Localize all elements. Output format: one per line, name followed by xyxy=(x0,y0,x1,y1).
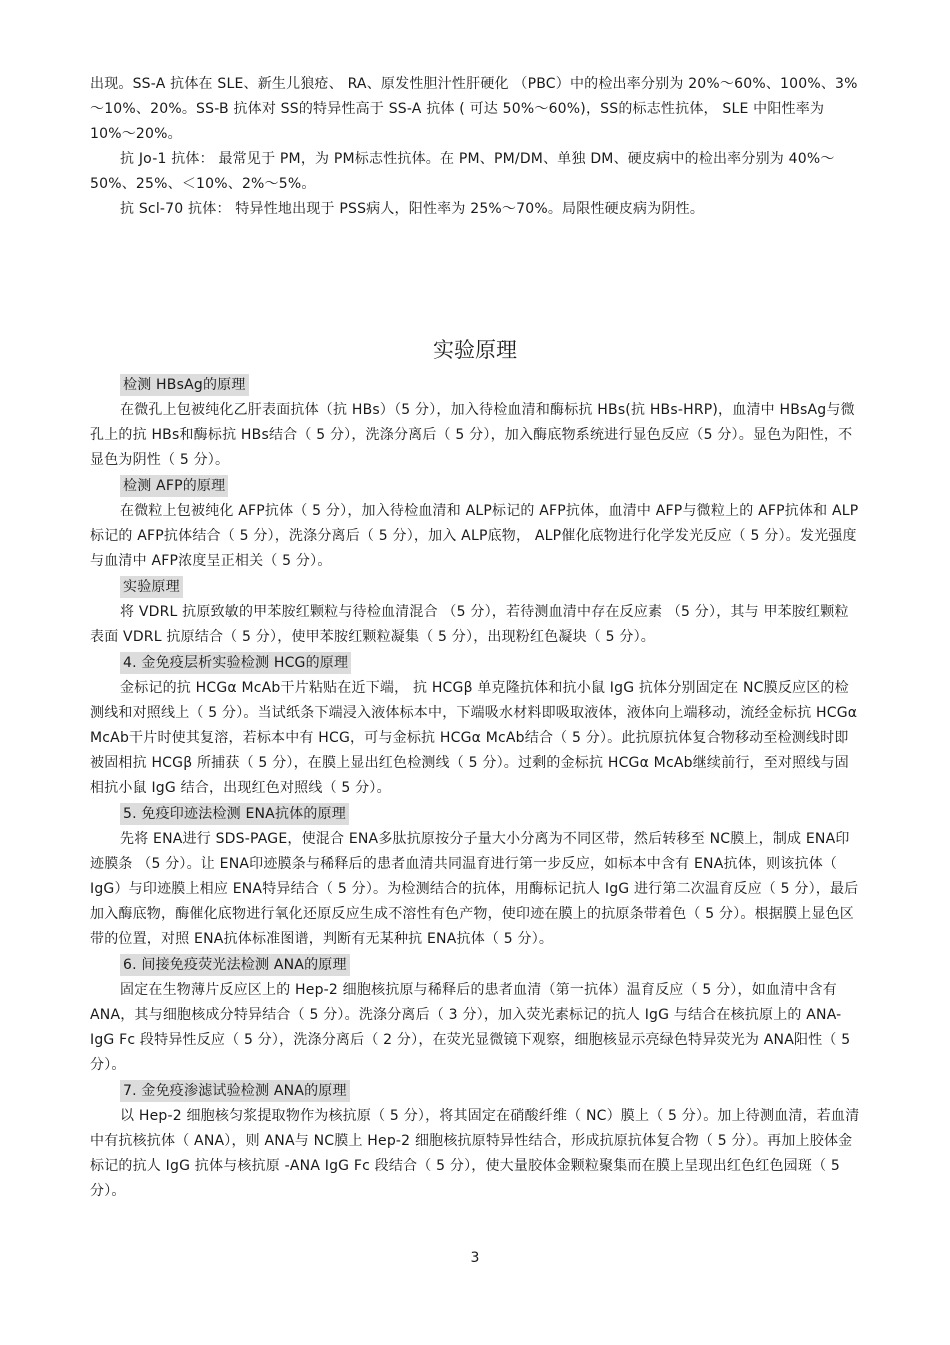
section-body: 固定在生物薄片反应区上的 Hep-2 细胞核抗原与稀释后的患者血清（第一抗体）温育反应（ 5 分），如血清中含有 ANA，其与细胞核成分特异结合（ 5 分）。洗涤分离后（ 3 分），加入荧光素标记的抗人 IgG 与结合在核抗原上的 ANA-IgG Fc 段特异性反应（ 5 分），洗涤分离后（ 2 分），在荧光显微镜下观察，细胞核显示亮绿色特异荧光为 ANA阳性（ 5 分）。 xyxy=(90,982,851,1073)
section-body: 在微孔上包被纯化乙肝表面抗体（抗 HBs）（5 分），加入待检血清和酶标抗 HBs(抗 HBs-HRP)，血清中 HBsAg与微孔上的抗 HBs和酶标抗 HBs结合（ 5 分），洗涤分离后（ 5 分），加入酶底物系统进行显色反应（5 分）。显色为阳性，不显色为阴性（ 5 分）。 xyxy=(90,402,855,468)
section-vdrl xyxy=(90,574,860,650)
section-title: 实验原理 xyxy=(433,338,517,362)
section-ana-iif xyxy=(90,952,860,1078)
section-ana-gold xyxy=(90,1078,860,1204)
principles-block xyxy=(90,372,860,1204)
section-heading: 实验原理 xyxy=(120,576,183,598)
section-heading: 检测 AFP的原理 xyxy=(120,475,228,497)
section-hcg xyxy=(90,650,860,801)
section-body: 将 VDRL 抗原致敏的甲苯胺红颗粒与待检血清混合 （5 分），若待测血清中存在反应素 （5 分），其与 甲苯胺红颗粒表面 VDRL 抗原结合（ 5 分），使甲苯胺红颗粒凝集（ 5 分），出现粉红色凝块（ 5 分）。 xyxy=(90,604,849,645)
section-hbsag xyxy=(90,372,860,473)
section-heading: 4. 金免疫层析实验检测 HCG的原理 xyxy=(120,652,351,674)
top-text-block xyxy=(90,72,860,222)
section-heading: 7. 金免疫渗滤试验检测 ANA的原理 xyxy=(120,1080,350,1102)
section-heading: 检测 HBsAg的原理 xyxy=(120,374,249,396)
section-heading: 6. 间接免疫荧光法检测 ANA的原理 xyxy=(120,954,350,976)
paragraph-scl70-antibody: 抗 Scl-70 抗体： 特异性地出现于 PSS病人，阳性率为 25%～70%。局限性硬皮病为阴性。 xyxy=(120,201,705,217)
section-body: 先将 ENA进行 SDS-PAGE，使混合 ENA多肽抗原按分子量大小分离为不同区带，然后转移至 NC膜上，制成 ENA印迹膜条 （5 分）。让 ENA印迹膜条与稀释后的患者血清共同温育进行第一步反应，如标本中含有 ENA抗体，则该抗体（ IgG）与印迹膜上相应 ENA特异结合（ 5 分）。为检测结合的抗体，用酶标记抗人 IgG 进行第二次温育反应（ 5 分），最后加入酶底物，酶催化底物进行氧化还原反应生成不溶性有色产物，使印迹在膜上的抗原条带着色（ 5 分）。根据膜上显色区带的位置，对照 ENA抗体标准图谱，判断有无某种抗 ENA抗体（ 5 分）。 xyxy=(90,831,859,947)
section-body: 金标记的抗 HCGα McAb干片粘贴在近下端， 抗 HCGβ 单克隆抗体和抗小鼠 IgG 抗体分别固定在 NC膜反应区的检测线和对照线上（ 5 分）。当试纸条下端浸入液体标本中，下端吸水材料即吸取液体，液体向上端移动，流经金标抗 HCGα McAb干片时使其复溶，若标本中有 HCG，可与金标抗 HCGα McAb结合（ 5 分）。此抗原抗体复合物移动至检测线时即被固相抗 HCGβ 所捕获（ 5 分），在膜上显出红色检测线（ 5 分）。过剩的金标抗 HCGα McAb继续前行，至对照线与固相抗小鼠 IgG 结合，出现红色对照线（ 5 分）。 xyxy=(90,680,858,796)
section-heading: 5. 免疫印迹法检测 ENA抗体的原理 xyxy=(120,803,349,825)
page-number: 3 xyxy=(470,1250,480,1266)
paragraph-jo1-antibody: 抗 Jo-1 抗体： 最常见于 PM，为 PM标志性抗体。在 PM、PM/DM、单独 DM、硬皮病中的检出率分别为 40%～50%、25%、＜10%、2%～5%。 xyxy=(90,151,835,192)
paragraph-ss-antibodies: 出现。SS-A 抗体在 SLE、新生儿狼疮、 RA、原发性胆汁性肝硬化 （PBC）中的检出率分别为 20%～60%、100%、3%～10%、20%。SS-B 抗体对 SS的特异性高于 SS-A 抗体 ( 可达 50%～60%)，SS的标志性抗体， SLE 中阳性率为 10%～20%。 xyxy=(90,76,858,142)
section-body: 以 Hep-2 细胞核匀浆提取物作为核抗原（ 5 分），将其固定在硝酸纤维（ NC）膜上（ 5 分）。加上待测血清，若血清中有抗核抗体（ ANA），则 ANA与 NC膜上 Hep-2 细胞核抗原特异性结合，形成抗原抗体复合物（ 5 分）。再加上胶体金标记的抗人 IgG 抗体与核抗原 -ANA IgG Fc 段结合（ 5 分），使大量胶体金颗粒聚集而在膜上呈现出红色红色园斑（ 5 分）。 xyxy=(90,1108,860,1199)
section-ena-blot xyxy=(90,801,860,952)
section-afp xyxy=(90,473,860,574)
section-body: 在微粒上包被纯化 AFP抗体（ 5 分），加入待检血清和 ALP标记的 AFP抗体，血清中 AFP与微粒上的 AFP抗体和 ALP标记的 AFP抗体结合（ 5 分），洗涤分离后（ 5 分），加入 ALP底物， ALP催化底物进行化学发光反应（ 5 分）。发光强度与血清中 AFP浓度呈正相关（ 5 分）。 xyxy=(90,503,859,569)
